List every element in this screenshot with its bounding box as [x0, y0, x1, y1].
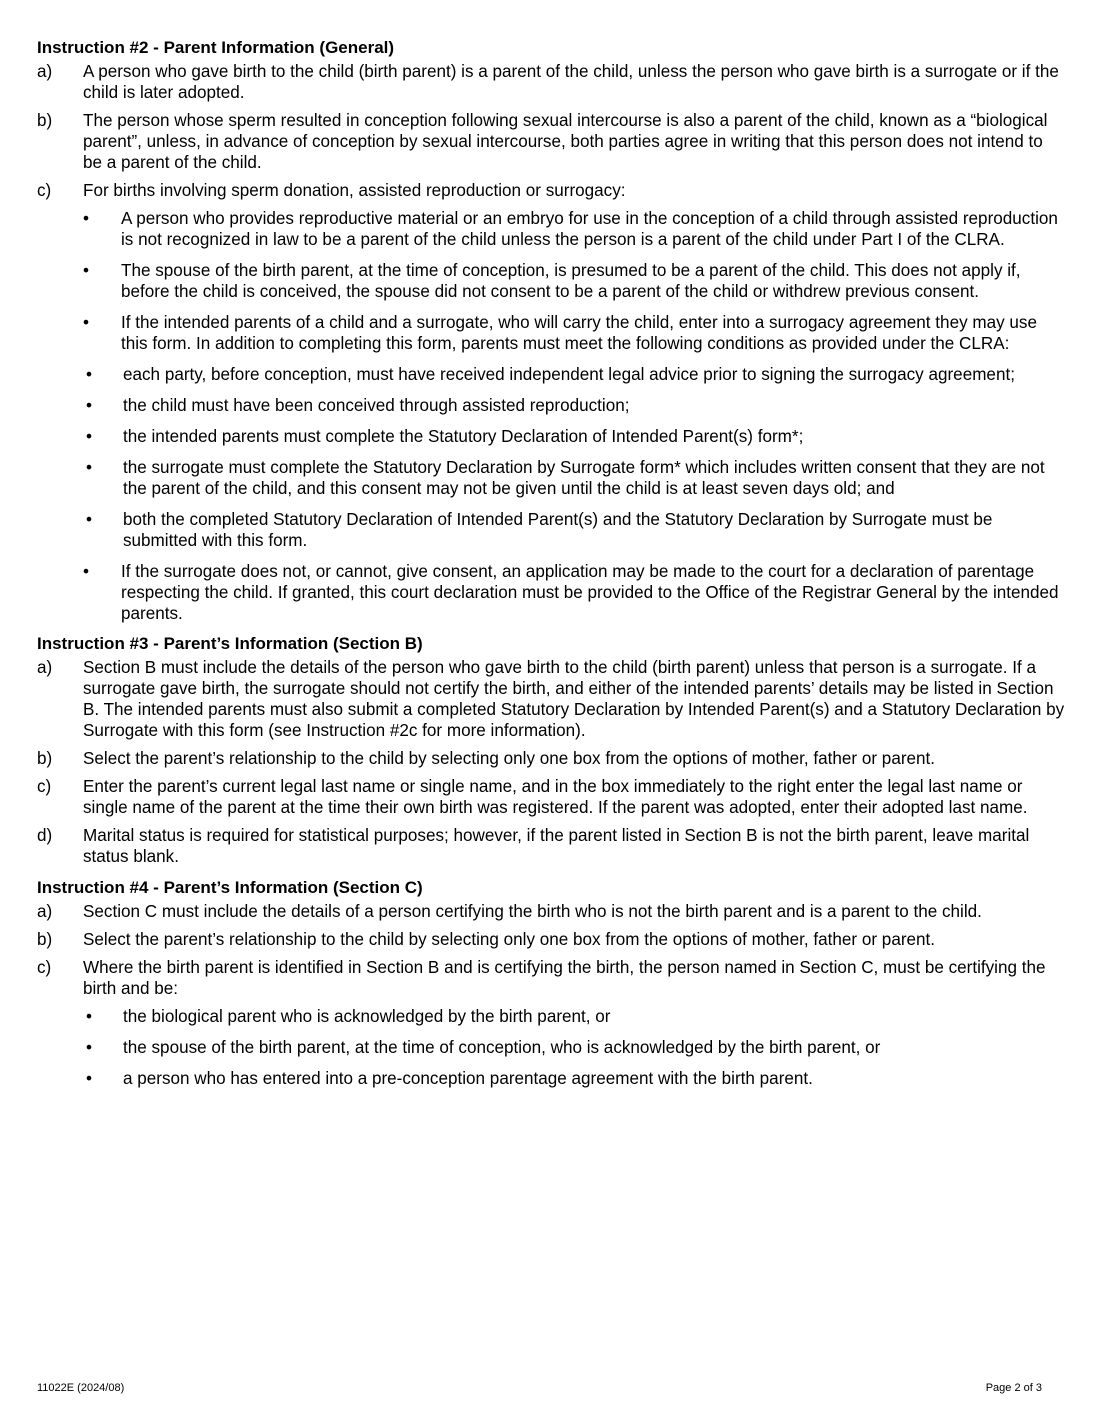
item-text: Select the parent’s relationship to the child by selecting only one box from the options of mother, father or parent. [83, 749, 936, 768]
bullet-item [83, 260, 1065, 302]
item-label: c) [37, 181, 52, 200]
item-text: For births involving sperm donation, assisted reproduction or surrogacy: [83, 181, 626, 200]
item-label: a) [37, 62, 53, 81]
item-text: Marital status is required for statistical purposes; however, if the parent listed in Section B is not the birth parent, leave marital status blank. [83, 826, 1030, 866]
bullet-text: If the intended parents of a child and a surrogate, who will carry the child, enter into a surrogacy agreement they may use this form. In addition to completing this form, parents must meet the following conditions as provided under the CLRA: [121, 313, 1037, 353]
bullet-icon: • [83, 209, 89, 228]
item-label: d) [37, 826, 53, 845]
item-label: a) [37, 902, 53, 921]
list-item [37, 929, 1065, 950]
bullet-icon: • [86, 427, 92, 446]
list-item [37, 825, 1065, 867]
bullet-item [83, 312, 1065, 354]
bullet-text: the spouse of the birth parent, at the time of conception, who is acknowledged by the birth parent, or [123, 1038, 881, 1057]
list-item [37, 748, 1065, 769]
item-text: Enter the parent’s current legal last name or single name, and in the box immediately to the right enter the legal last name or single name of the parent at the time their own birth was registered. If the parent was adopted, enter their adopted last name. [83, 777, 1028, 817]
bullet-item [83, 208, 1065, 250]
item-label: c) [37, 777, 52, 796]
bullet-list [83, 208, 1065, 624]
bullet-text: both the completed Statutory Declaration of Intended Parent(s) and the Statutory Declaration by Surrogate must be submitted with this form. [123, 510, 993, 550]
bullet-item [83, 561, 1065, 624]
sub-bullet-item [45, 509, 1065, 551]
page-number: Page 2 of 3 [985, 1382, 1042, 1394]
bullet-text: the surrogate must complete the Statutory Declaration by Surrogate form* which includes written consent that they are not the parent of the child, and this consent may not be given until the child is at least seven days old; and [123, 458, 1045, 498]
bullet-text: the child must have been conceived through assisted reproduction; [123, 396, 630, 415]
bullet-icon: • [83, 261, 89, 280]
item-label: a) [37, 658, 53, 677]
sub-bullet-item [45, 364, 1065, 385]
item-text: Select the parent’s relationship to the child by selecting only one box from the options of mother, father or parent. [83, 930, 936, 949]
bullet-list [83, 1006, 1065, 1089]
bullet-icon: • [83, 313, 89, 332]
item-label: c) [37, 958, 52, 977]
bullet-icon: • [86, 458, 92, 477]
bullet-icon: • [86, 365, 92, 384]
sub-bullet-item [45, 1037, 1065, 1058]
instruction-2 [37, 37, 1065, 624]
list-item [37, 657, 1065, 741]
item-text: The person whose sperm resulted in conception following sexual intercourse is also a parent of the child, known as a “biological parent”, unless, in advance of conception by sexual intercourse, both parties agree in writing that this person does not intend to be a parent of the child. [83, 111, 1048, 172]
sub-bullet-item [45, 457, 1065, 499]
bullet-icon: • [86, 510, 92, 529]
instruction-4 [37, 877, 1065, 1089]
item-label: b) [37, 930, 53, 949]
bullet-text: the biological parent who is acknowledged by the birth parent, or [123, 1007, 611, 1026]
bullet-icon: • [86, 1007, 92, 1026]
bullet-text: each party, before conception, must have received independent legal advice prior to signing the surrogacy agreement; [123, 365, 1015, 384]
bullet-icon: • [86, 1038, 92, 1057]
sub-bullet-item [45, 1006, 1065, 1027]
item-text: Where the birth parent is identified in Section B and is certifying the birth, the person named in Section C, must be certifying the birth and be: [83, 958, 1046, 998]
bullet-text: a person who has entered into a pre-conception parentage agreement with the birth parent. [123, 1069, 813, 1088]
bullet-icon: • [86, 396, 92, 415]
section-heading: Instruction #2 - Parent Information (General) [37, 38, 395, 57]
list-item [37, 901, 1065, 922]
sub-bullet-item [45, 426, 1065, 447]
item-text: Section B must include the details of the person who gave birth to the child (birth parent) unless that person is a surrogate. If a surrogate gave birth, the surrogate should not certify the birth, and either of the intended parents’ details may be listed in Section B. The intended parents must also submit a completed Statutory Declaration by Intended Parent(s) and a Statutory Declaration by Surrogate with this form (see Instruction #2c for more information). [83, 658, 1065, 740]
bullet-icon: • [86, 1069, 92, 1088]
list-item [37, 61, 1065, 103]
list-item [37, 110, 1065, 173]
section-heading: Instruction #3 - Parent’s Information (Section B) [37, 634, 423, 653]
list-item [37, 957, 1065, 1089]
list-item [37, 776, 1065, 818]
bullet-text: the intended parents must complete the Statutory Declaration of Intended Parent(s) form*; [123, 427, 804, 446]
section-heading: Instruction #4 - Parent’s Information (Section C) [37, 878, 423, 897]
item-text: A person who gave birth to the child (birth parent) is a parent of the child, unless the person who gave birth is a surrogate or if the child is later adopted. [83, 62, 1059, 102]
sub-bullet-item [45, 1068, 1065, 1089]
item-label: b) [37, 749, 53, 768]
form-number: 11022E (2024/08) [37, 1382, 125, 1394]
sub-bullet-item [45, 395, 1065, 416]
bullet-text: The spouse of the birth parent, at the time of conception, is presumed to be a parent of the child. This does not apply if, before the child is conceived, the spouse did not consent to be a parent of the child or withdrew previous consent. [121, 261, 1021, 301]
instruction-3 [37, 633, 1065, 867]
bullet-text: If the surrogate does not, or cannot, give consent, an application may be made to the court for a declaration of parentage respecting the child. If granted, this court declaration must be provided to the Office of the Registrar General by the intended parents. [121, 562, 1059, 623]
list-item [37, 180, 1065, 624]
page-content [37, 37, 1065, 1099]
bullet-text: A person who provides reproductive material or an embryo for use in the conception of a child through assisted reproduction is not recognized in law to be a parent of the child unless the person is a parent of the child under Part I of the CLRA. [121, 209, 1058, 249]
item-text: Section C must include the details of a person certifying the birth who is not the birth parent and is a parent to the child. [83, 902, 982, 921]
item-label: b) [37, 111, 53, 130]
bullet-icon: • [83, 562, 89, 581]
